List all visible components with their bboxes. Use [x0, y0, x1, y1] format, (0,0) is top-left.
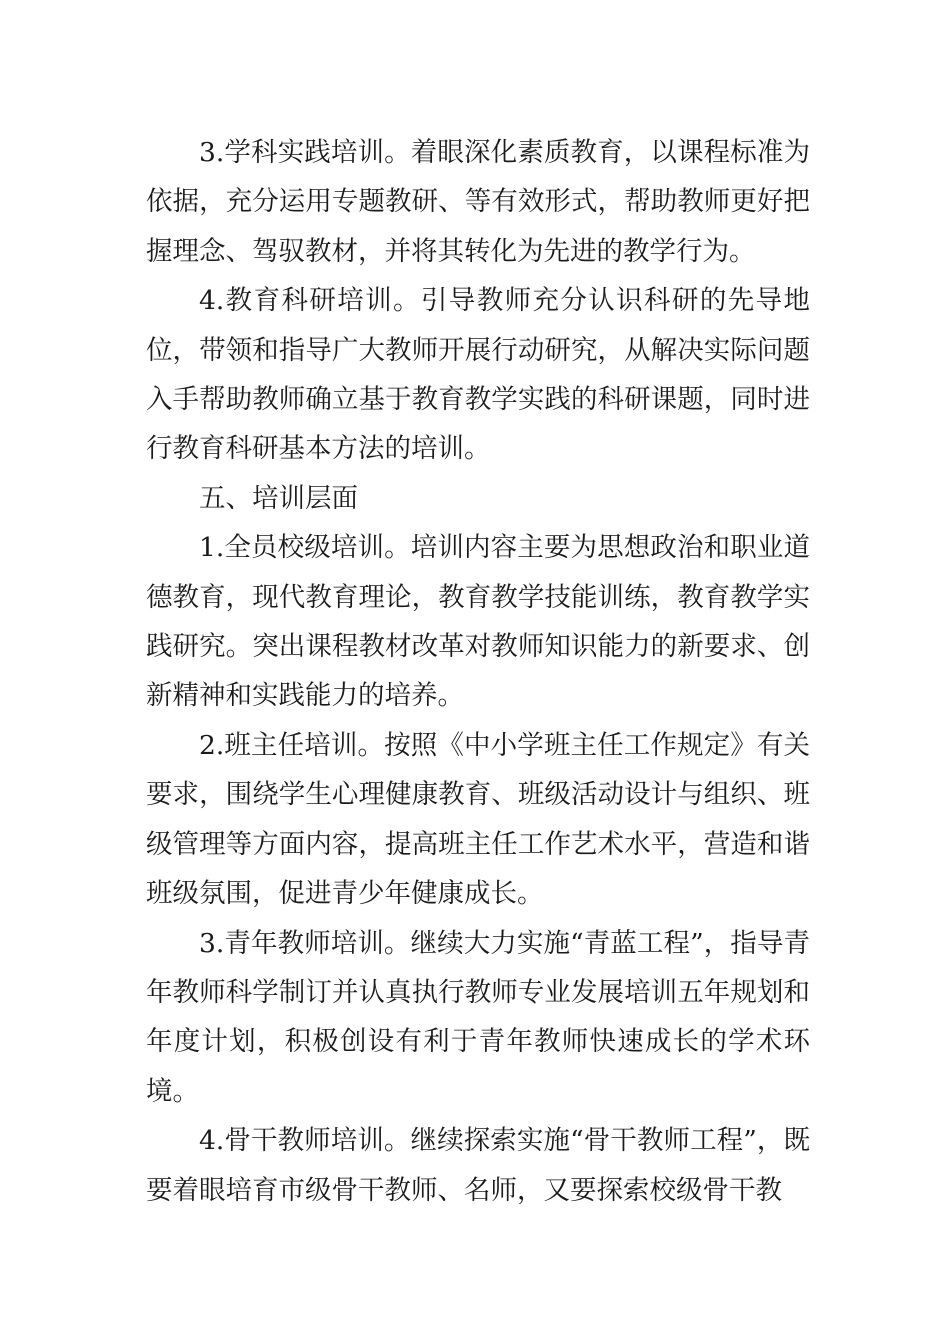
paragraph-all-staff-training: 1.全员校级培训。培训内容主要为思想政治和职业道德教育，现代教育理论，教育教学技能训练，教育教学实践研究。突出课程教材改革对教师知识能力的新要求、创新精神和实践能力的培养。	[146, 532, 810, 712]
section-heading-training-levels: 五、培训层面	[199, 482, 358, 514]
paragraph-subject-practice-training: 3.学科实践培训。着眼深化素质教育，以课程标准为依据，充分运用专题教研、等有效形式，帮助教师更好把握理念、驾驭教材，并将其转化为先进的教学行为。	[146, 137, 810, 267]
paragraph-young-teacher-training: 3.青年教师培训。继续大力实施“青蓝工程”，指导青年教师科学制订并认真执行教师专业发展培训五年规划和年度计划，积极创设有利于青年教师快速成长的学术环境。	[146, 927, 810, 1107]
document-page	[146, 128, 810, 1215]
paragraph-key-teacher-training: 4.骨干教师培训。继续探索实施“骨干教师工程”，既要着眼培育市级骨干教师、名师，又要探索校级骨干教	[146, 1125, 810, 1206]
paragraph-head-teacher-training: 2.班主任培训。按照《中小学班主任工作规定》有关要求，围绕学生心理健康教育、班级活动设计与组织、班级管理等方面内容，提高班主任工作艺术水平，营造和谐班级氛围，促进青少年健康成长。	[146, 729, 810, 910]
paragraph-research-training: 4.教育科研培训。引导教师充分认识科研的先导地位，带领和指导广大教师开展行动研究，从解决实际问题入手帮助教师确立基于教育教学实践的科研课题，同时进行教育科研基本方法的培训。	[146, 285, 810, 465]
